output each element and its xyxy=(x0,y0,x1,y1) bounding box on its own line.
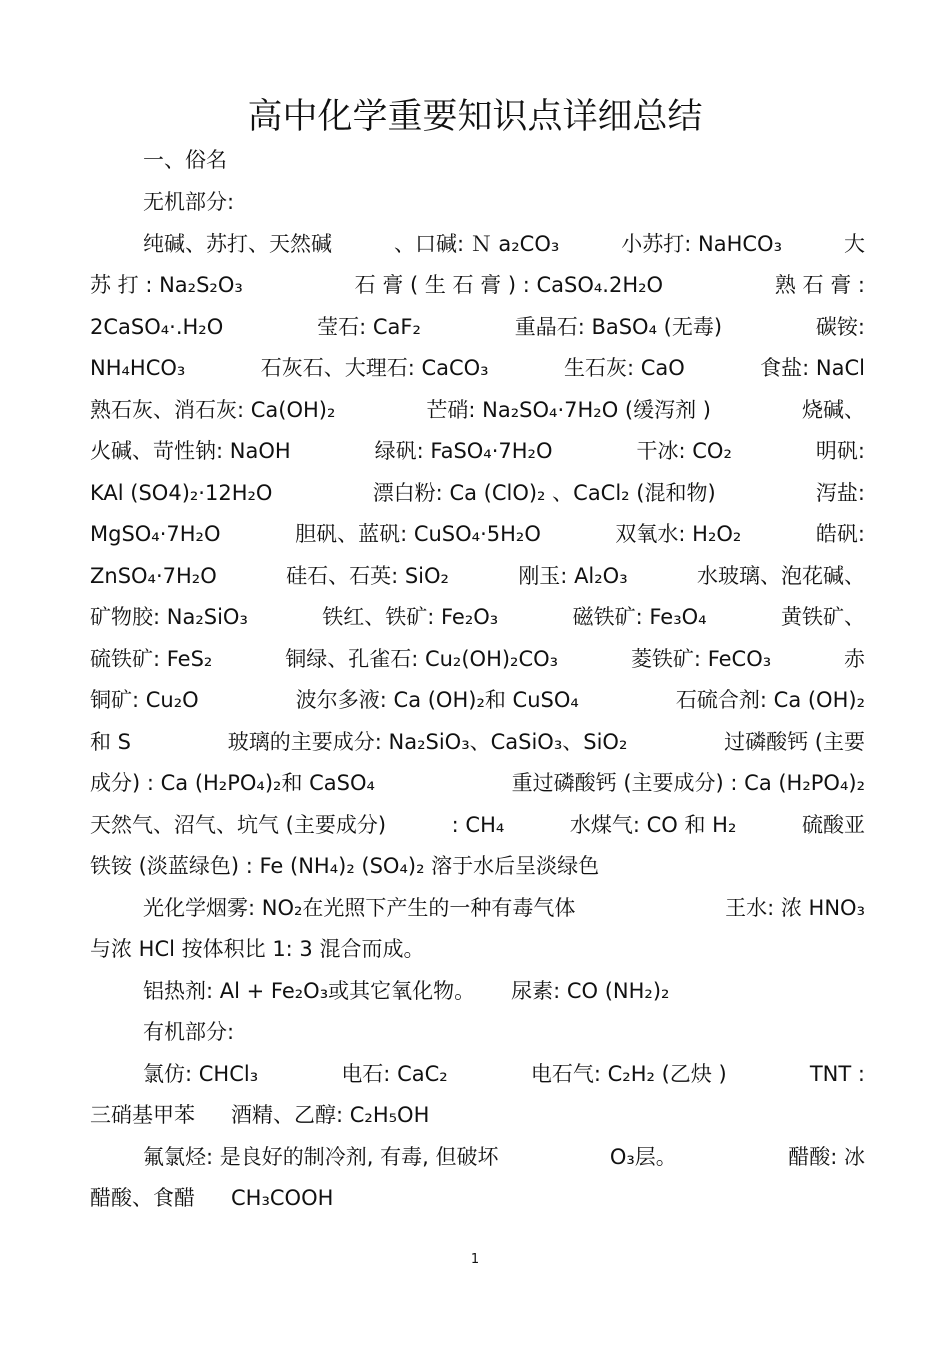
text-segment: 赤 xyxy=(844,647,865,671)
text-segment: 硫酸亚 xyxy=(801,813,865,837)
text-segment: 苏 打 : Na₂S₂O₃ xyxy=(90,273,243,297)
text-segment: 漂白粉: Ca (ClO)₂ 、CaCl₂ (混和物) xyxy=(372,481,716,505)
text-segment: 干冰: CO₂ xyxy=(636,439,732,463)
text-segment: 泻盐: xyxy=(815,481,865,505)
paragraph-line xyxy=(143,1142,865,1172)
text-segment: 双氧水: H₂O₂ xyxy=(615,522,742,546)
text-segment: 铁红、铁矿: Fe₂O₃ xyxy=(322,605,499,629)
text-segment: 刚玉: Al₂O₃ xyxy=(518,564,628,588)
text-segment: 生石灰: CaO xyxy=(563,356,685,380)
text-segment: 氟氯烃: 是良好的制冷剂, 有毒, 但破坏 xyxy=(143,1145,499,1169)
paragraph-line xyxy=(90,312,865,342)
subsection-label-inorganic xyxy=(143,187,865,217)
paragraph-line xyxy=(90,1183,865,1213)
text-segment: 熟 石 膏 : xyxy=(774,273,865,297)
text-segment: 醋酸: 冰 xyxy=(788,1145,865,1169)
text-segment: 莹石: CaF₂ xyxy=(317,315,421,339)
text-segment: 烧碱、 xyxy=(801,398,865,422)
paragraph-line xyxy=(143,976,865,1006)
paragraph-line xyxy=(143,893,865,923)
text-segment: 水玻璃、泡花碱、 xyxy=(696,564,865,588)
text-segment: 铜绿、孔雀石: Cu₂(OH)₂CO₃ xyxy=(285,647,559,671)
text-segment: : CH₄ xyxy=(451,813,505,837)
text-segment: 三硝基甲苯 xyxy=(90,1103,195,1127)
text-segment: 矿物胶: Na₂SiO₃ xyxy=(90,605,248,629)
text-segment: 食盐: NaCl xyxy=(760,356,865,380)
page-number: 1 xyxy=(470,1252,480,1267)
text-segment: 铁铵 (淡蓝绿色) : Fe (NH₄)₂ (SO₄)₂ 溶于水后呈淡绿色 xyxy=(90,854,600,878)
inorganic-label-text: 无机部分: xyxy=(143,190,235,214)
text-segment: 氯仿: CHCl₃ xyxy=(143,1062,259,1086)
paragraph-line xyxy=(90,1100,865,1130)
paragraph-line xyxy=(90,270,865,300)
text-segment: 小苏打: NaHCO₃ xyxy=(621,232,782,256)
text-segment: 菱铁矿: FeCO₃ xyxy=(630,647,772,671)
text-segment: 、口碱: Ｎ a₂CO₃ xyxy=(393,232,560,256)
text-segment: 重晶石: BaSO₄ (无毒) xyxy=(514,315,723,339)
text-segment: 石硫合剂: Ca (OH)₂ xyxy=(675,688,865,712)
text-segment: CH₃COOH xyxy=(231,1186,334,1210)
text-segment: 碳铵: xyxy=(815,315,865,339)
paragraph-line xyxy=(90,478,865,508)
text-segment: 电石气: C₂H₂ (乙炔 ) xyxy=(530,1062,727,1086)
paragraph-line xyxy=(90,353,865,383)
text-segment: 重过磷酸钙 (主要成分) : Ca (H₂PO₄)₂ xyxy=(511,771,865,795)
text-segment: 和 S xyxy=(90,730,132,754)
page-title: 高中化学重要知识点详细总结 xyxy=(247,97,703,137)
paragraph-line xyxy=(90,436,865,466)
text-segment: TNT : xyxy=(809,1062,865,1086)
text-segment: 熟石灰、消石灰: Ca(OH)₂ xyxy=(90,398,336,422)
text-segment: 磁铁矿: Fe₃O₄ xyxy=(572,605,707,629)
paragraph-line xyxy=(90,768,865,798)
text-segment: 石 膏 ( 生 石 膏 ) : CaSO₄.2H₂O xyxy=(354,273,664,297)
organic-label-text: 有机部分: xyxy=(143,1020,235,1044)
text-segment: 大 xyxy=(843,232,865,256)
paragraph-line xyxy=(90,810,865,840)
text-segment: KAl (SO4)₂·12H₂O xyxy=(90,481,273,505)
text-segment: 硫铁矿: FeS₂ xyxy=(90,647,213,671)
text-segment: 铜矿: Cu₂O xyxy=(90,688,199,712)
text-segment: 胆矾、蓝矾: CuSO₄·5H₂O xyxy=(295,522,541,546)
text-segment: 光化学烟雾: NO₂在光照下产生的一种有毒气体 xyxy=(143,896,576,920)
text-segment: 铝热剂: Al + Fe₂O₃或其它氧化物。 xyxy=(143,979,476,1003)
paragraph-line xyxy=(143,229,865,259)
text-segment: NH₄HCO₃ xyxy=(90,356,186,380)
text-segment: 王水: 浓 HNO₃ xyxy=(725,896,865,920)
text-segment: 成分) : Ca (H₂PO₄)₂和 CaSO₄ xyxy=(90,771,375,795)
text-segment: 酒精、乙醇: C₂H₅OH xyxy=(231,1103,430,1127)
text-segment: 天然气、沼气、坑气 (主要成分) xyxy=(90,813,387,837)
text-segment: 硅石、石英: SiO₂ xyxy=(286,564,449,588)
paragraph-line xyxy=(143,1059,865,1089)
text-segment: 黄铁矿、 xyxy=(780,605,865,629)
text-segment: 电石: CaC₂ xyxy=(341,1062,448,1086)
section-heading xyxy=(143,145,865,175)
paragraph-line xyxy=(90,685,865,715)
text-segment: 纯碱、苏打、天然碱 xyxy=(143,232,332,256)
text-segment: 醋酸、食醋 xyxy=(90,1186,195,1210)
paragraph-line xyxy=(90,602,865,632)
text-segment: MgSO₄·7H₂O xyxy=(90,522,221,546)
text-segment: 尿素: CO (NH₂)₂ xyxy=(511,979,670,1003)
text-segment: 玻璃的主要成分: Na₂SiO₃、CaSiO₃、SiO₂ xyxy=(227,730,628,754)
paragraph-line xyxy=(90,727,865,757)
paragraph-line xyxy=(90,519,865,549)
paragraph-line xyxy=(90,395,865,425)
text-segment: 绿矾: FaSO₄·7H₂O xyxy=(374,439,553,463)
text-segment: 火碱、苛性钠: NaOH xyxy=(90,439,291,463)
paragraph-line xyxy=(90,851,865,881)
section-heading-text: 一、俗名 xyxy=(143,148,227,172)
paragraph-line xyxy=(90,934,865,964)
text-segment: 明矾: xyxy=(815,439,865,463)
paragraph-line xyxy=(90,561,865,591)
text-segment: ZnSO₄·7H₂O xyxy=(90,564,217,588)
text-segment: 波尔多液: Ca (OH)₂和 CuSO₄ xyxy=(295,688,579,712)
text-segment: 石灰石、大理石: CaCO₃ xyxy=(260,356,489,380)
subsection-label-organic xyxy=(143,1017,865,1047)
text-segment: 2CaSO₄·.H₂O xyxy=(90,315,224,339)
text-segment: 水煤气: CO 和 H₂ xyxy=(569,813,737,837)
text-segment: 芒硝: Na₂SO₄·7H₂O (缓泻剂 ) xyxy=(426,398,711,422)
text-segment: O₃层。 xyxy=(609,1145,677,1169)
text-segment: 过磷酸钙 (主要 xyxy=(724,730,865,754)
text-segment: 皓矾: xyxy=(815,522,865,546)
text-segment: 与浓 HCl 按体积比 1: 3 混合而成。 xyxy=(90,937,425,961)
paragraph-line xyxy=(90,644,865,674)
